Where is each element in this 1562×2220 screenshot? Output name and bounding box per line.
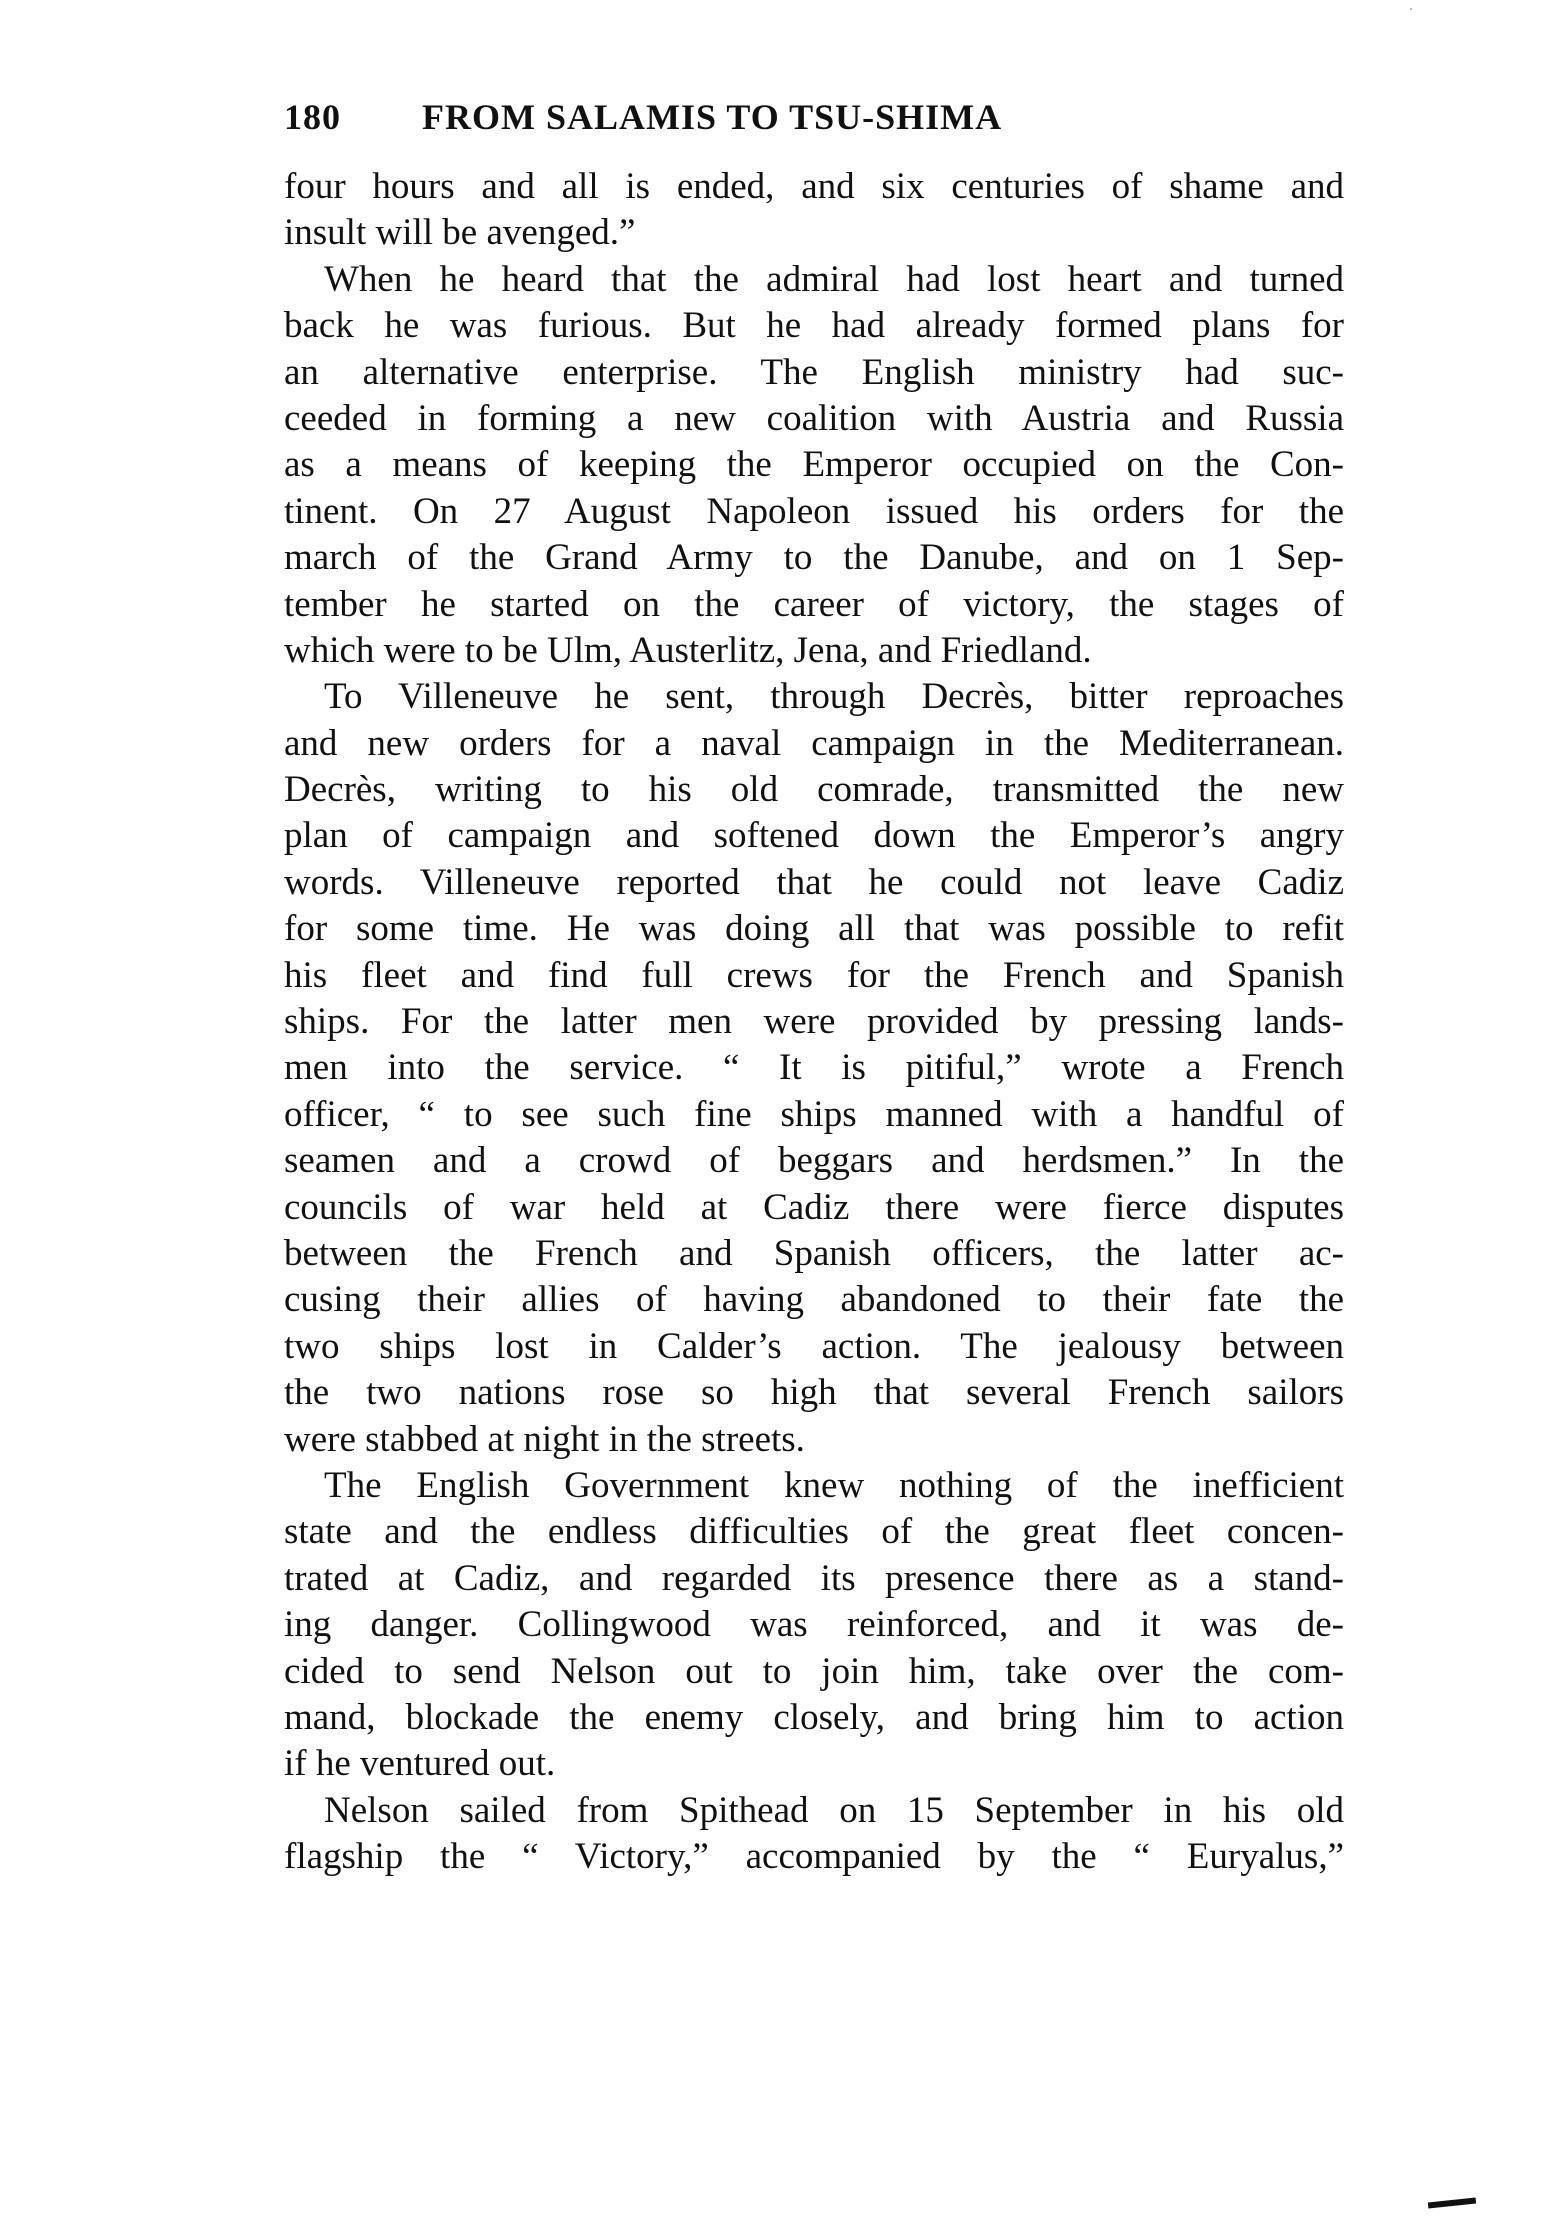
text-line: ceeded in forming a new coalition with Austria and Russia	[284, 397, 1344, 439]
text-line: words. Villeneuve reported that he could not leave Cadiz	[284, 861, 1344, 903]
paragraph-start-line: Nelson sailed from Spithead on 15 September in his old	[324, 1789, 1344, 1831]
body-text	[284, 164, 1344, 1880]
text-line: state and the endless difficulties of the great fleet concen-	[284, 1511, 1344, 1553]
scan-edge-mark	[1428, 2198, 1476, 2209]
text-line: which were to be Ulm, Austerlitz, Jena, and Friedland.	[284, 629, 1092, 671]
text-line: for some time. He was doing all that was possible to refit	[284, 908, 1344, 950]
scan-speck	[1410, 8, 1412, 10]
text-line: cided to send Nelson out to join him, take over the com-	[284, 1650, 1344, 1692]
text-line: ing danger. Collingwood was reinforced, and it was de-	[284, 1604, 1344, 1646]
text-line: flagship the “ Victory,” accompanied by the “ Euryalus,”	[284, 1836, 1344, 1878]
text-line: four hours and all is ended, and six centuries of shame and	[284, 166, 1344, 207]
text-line: trated at Cadiz, and regarded its presence there as a stand-	[284, 1557, 1344, 1599]
text-line: plan of campaign and softened down the Emperor’s angry	[284, 815, 1344, 857]
text-line: insult will be avenged.”	[284, 212, 636, 254]
text-line: back he was furious. But he had already formed plans for	[284, 305, 1344, 347]
text-line: two ships lost in Calder’s action. The jealousy between	[284, 1325, 1344, 1367]
text-line: the two nations rose so high that several French sailors	[284, 1372, 1344, 1414]
text-line: officer, “ to see such fine ships manned with a handful of	[284, 1093, 1344, 1135]
page-number: 180	[284, 97, 341, 137]
text-line: ships. For the latter men were provided by pressing lands-	[284, 1001, 1344, 1043]
paragraph-start-line: The English Government knew nothing of the inefficient	[324, 1464, 1344, 1506]
running-title: FROM SALAMIS TO TSU-SHIMA	[422, 97, 1003, 137]
text-line: mand, blockade the enemy closely, and bring him to action	[284, 1696, 1344, 1738]
text-line: cusing their allies of having abandoned to their fate the	[284, 1279, 1344, 1321]
text-line: Decrès, writing to his old comrade, transmitted the new	[284, 769, 1344, 811]
paragraph-start-line: When he heard that the admiral had lost heart and turned	[324, 258, 1344, 300]
text-line: tember he started on the career of victory, the stages of	[284, 583, 1344, 625]
text-line: march of the Grand Army to the Danube, and on 1 Sep-	[284, 537, 1344, 579]
paragraph-start-line: To Villeneuve he sent, through Decrès, bitter reproaches	[324, 676, 1344, 718]
text-line: as a means of keeping the Emperor occupied on the Con-	[284, 444, 1344, 486]
text-line: an alternative enterprise. The English ministry had suc-	[284, 351, 1344, 393]
text-line: if he ventured out.	[284, 1743, 556, 1785]
text-line: seamen and a crowd of beggars and herdsmen.” In the	[284, 1140, 1344, 1182]
text-line: men into the service. “ It is pitiful,” wrote a French	[284, 1047, 1344, 1089]
text-line: were stabbed at night in the streets.	[284, 1418, 805, 1460]
text-line: councils of war held at Cadiz there were fierce disputes	[284, 1186, 1344, 1228]
text-line: his fleet and find full crews for the French and Spanish	[284, 954, 1344, 996]
text-line: tinent. On 27 August Napoleon issued his orders for the	[284, 490, 1344, 532]
text-line: and new orders for a naval campaign in the Mediterranean.	[284, 722, 1344, 764]
page-header	[284, 96, 1344, 148]
text-line: between the French and Spanish officers, the latter ac-	[284, 1232, 1344, 1274]
